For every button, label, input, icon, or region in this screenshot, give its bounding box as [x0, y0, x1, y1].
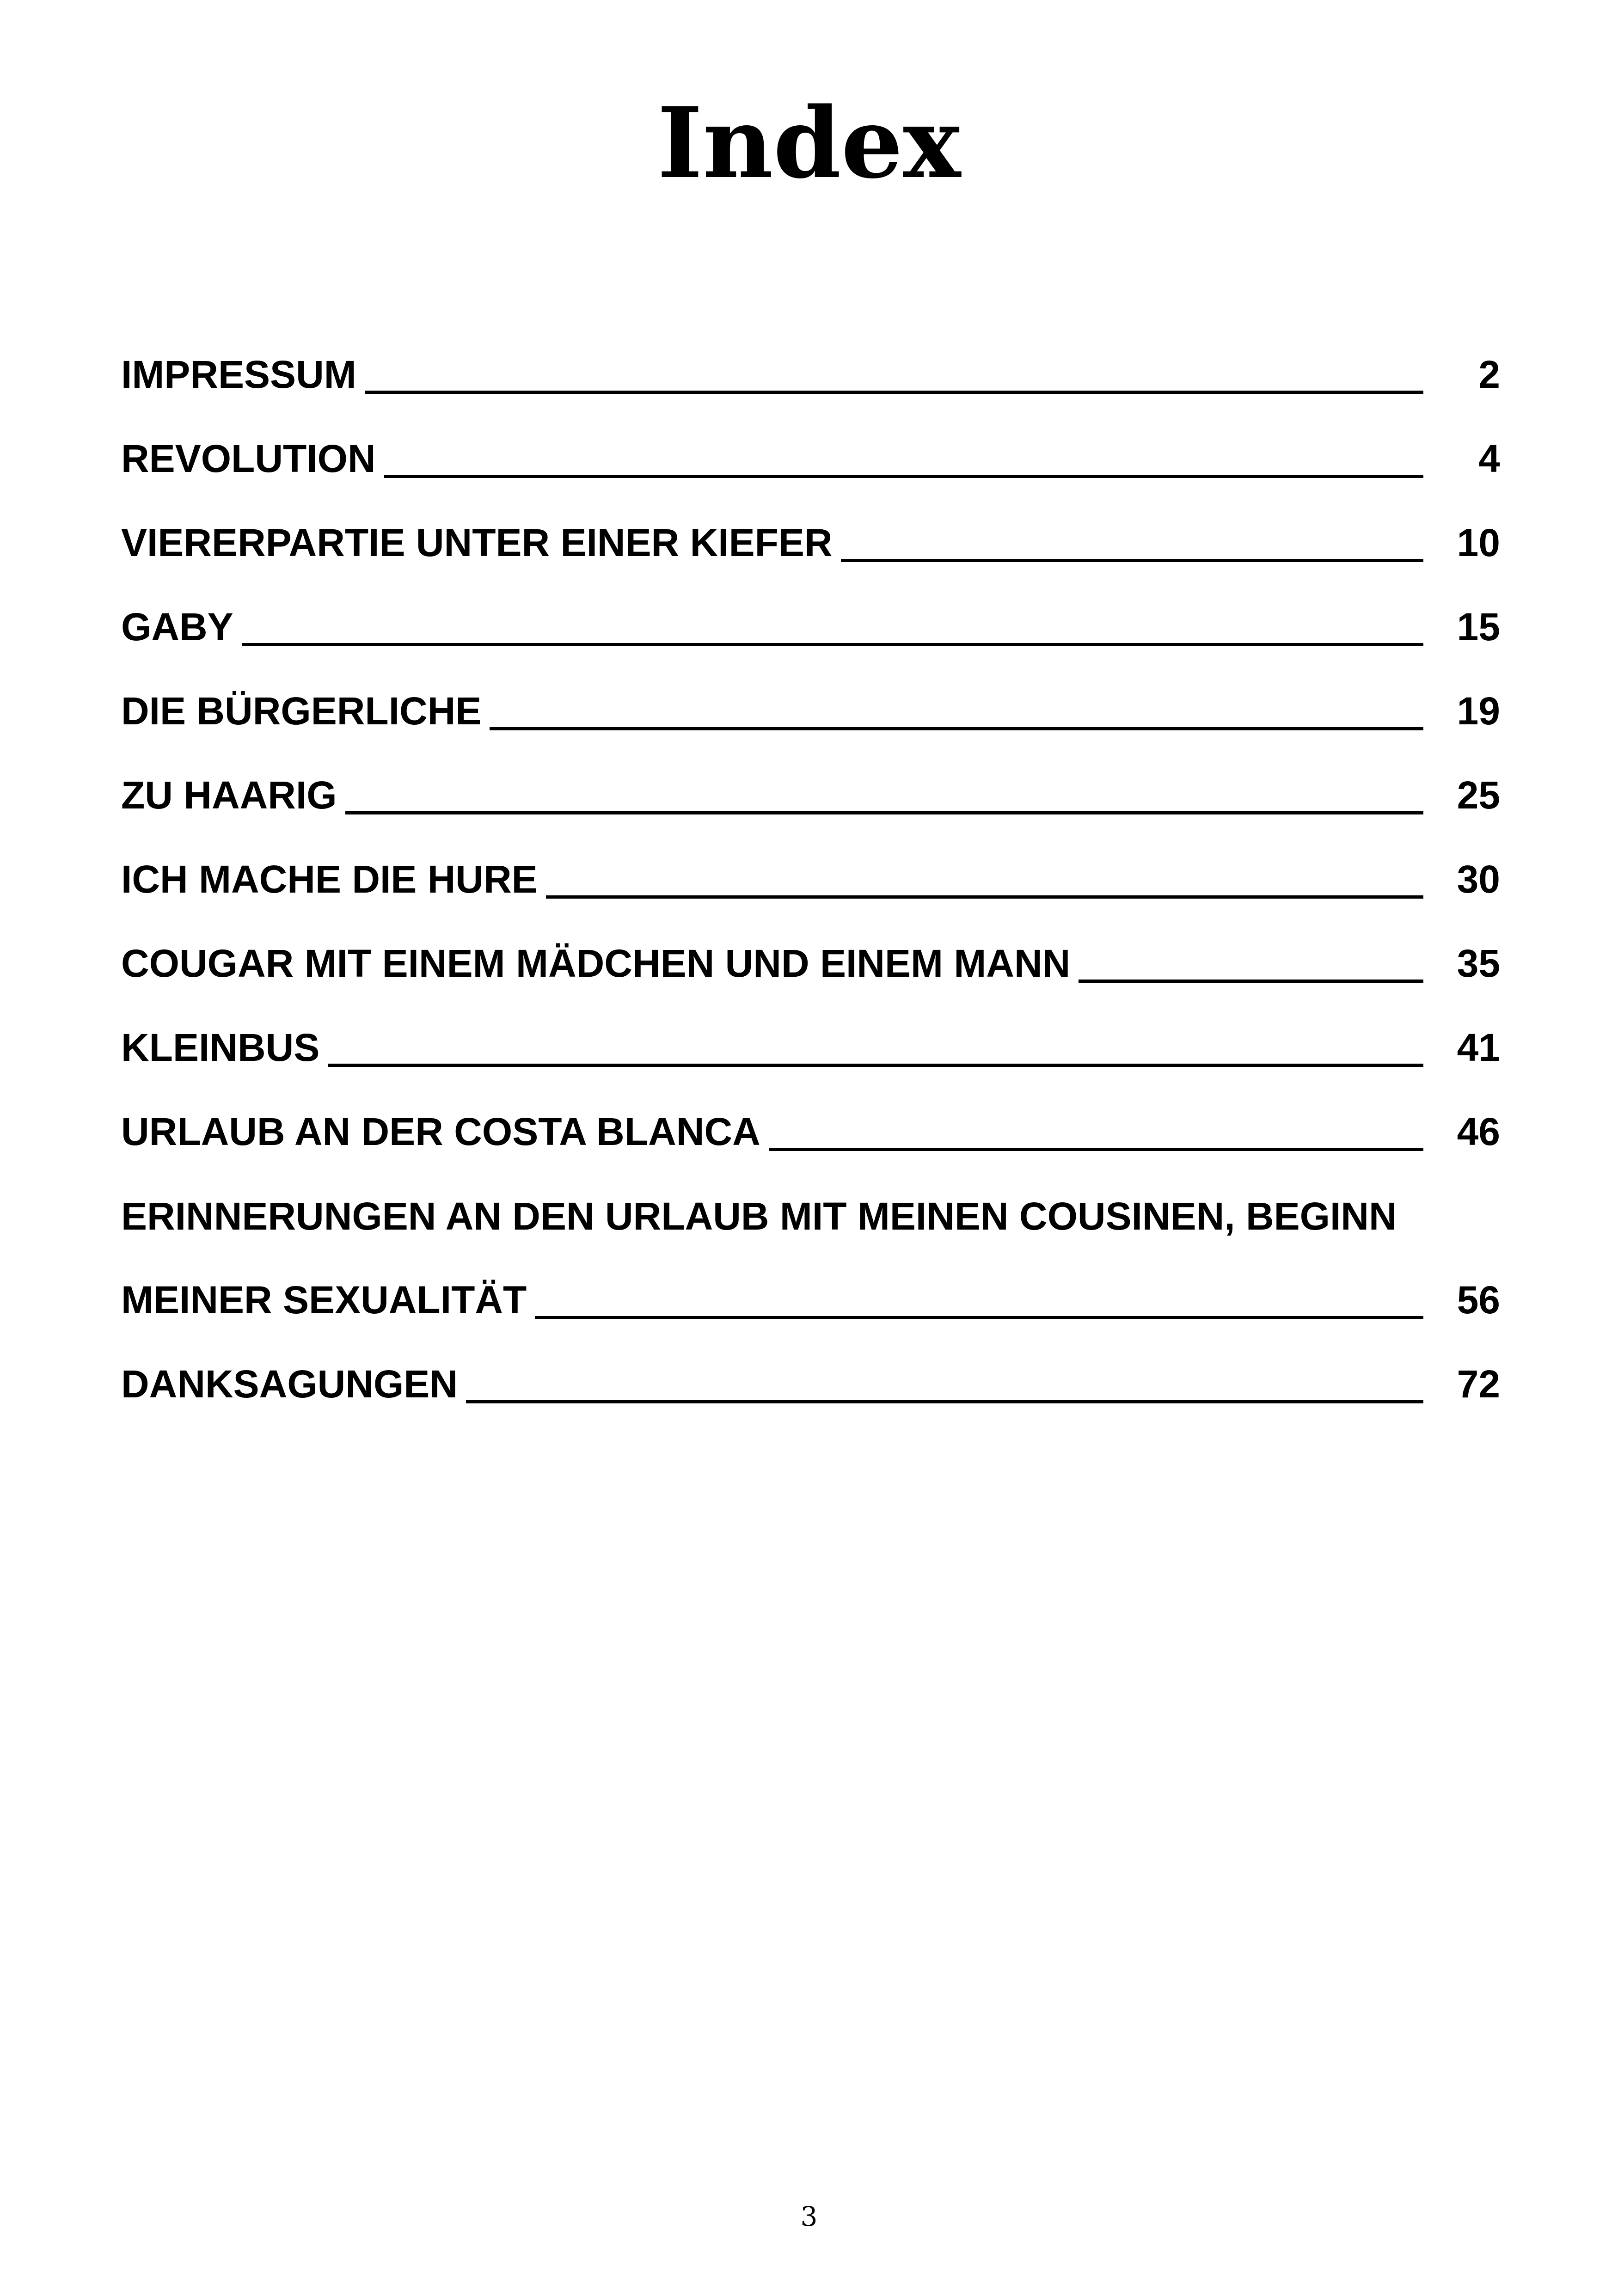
toc-leader-line	[365, 391, 1423, 394]
toc-entry[interactable]	[121, 492, 1500, 576]
toc-entry[interactable]	[121, 324, 1500, 408]
page-number: 3	[800, 2201, 818, 2232]
toc-entry-title-line-1: ERINNERUNGEN AN DEN URLAUB MIT MEINEN COUSINEN, BEGINN	[121, 1194, 1397, 1238]
toc-entry-title: DANKSAGUNGEN	[121, 1362, 458, 1406]
toc-entry-title: ICH MACHE DIE HURE	[121, 857, 538, 901]
toc-entry-page: 25	[1457, 773, 1500, 817]
toc-leader-line	[546, 895, 1423, 899]
toc-entry-title: URLAUB AN DER COSTA BLANCA	[121, 1110, 760, 1153]
toc-leader-line	[242, 643, 1423, 646]
toc-entry-title: IMPRESSUM	[121, 353, 356, 396]
toc-entry-title: VIERERPARTIE UNTER EINER KIEFER	[121, 521, 833, 564]
toc-entry-title: ZU HAARIG	[121, 773, 337, 817]
toc-leader-line	[841, 559, 1423, 562]
toc-entry-page: 4	[1478, 437, 1500, 480]
toc-entry-page: 2	[1478, 353, 1500, 396]
toc-entry[interactable]	[121, 744, 1500, 828]
toc-entry-page: 46	[1457, 1110, 1500, 1153]
toc-leader-line	[1079, 980, 1423, 983]
toc-leader-line	[490, 727, 1423, 730]
toc-entry-title: GABY	[121, 605, 233, 649]
toc-entry-title: COUGAR MIT EINEM MÄDCHEN UND EINEM MANN	[121, 942, 1071, 985]
toc-entry-title: REVOLUTION	[121, 437, 376, 480]
toc-entry-page: 15	[1457, 605, 1500, 649]
toc-entry[interactable]	[121, 1165, 1500, 1333]
toc-entry[interactable]	[121, 828, 1500, 912]
toc-entry-title-line-2: MEINER SEXUALITÄT	[121, 1278, 527, 1322]
table-of-contents	[121, 324, 1500, 1417]
toc-entry-line-2	[121, 1249, 1500, 1333]
toc-entry[interactable]	[121, 660, 1500, 744]
toc-entry-page: 56	[1457, 1278, 1500, 1322]
page-title: Index	[657, 86, 961, 200]
toc-entry-page: 10	[1457, 521, 1500, 564]
toc-entry[interactable]	[121, 1333, 1500, 1417]
toc-entry[interactable]	[121, 1081, 1500, 1165]
toc-entry-page: 19	[1457, 689, 1500, 733]
toc-entry-page: 35	[1457, 942, 1500, 985]
toc-entry[interactable]	[121, 912, 1500, 997]
toc-leader-line	[328, 1064, 1423, 1067]
toc-leader-line	[769, 1148, 1423, 1151]
toc-entry-page: 72	[1457, 1362, 1500, 1406]
toc-entry[interactable]	[121, 576, 1500, 660]
toc-leader-line	[384, 475, 1423, 478]
toc-entry-page: 41	[1457, 1026, 1500, 1069]
toc-entry-title: KLEINBUS	[121, 1026, 320, 1069]
toc-leader-line	[466, 1400, 1423, 1403]
toc-entry-title: DIE BÜRGERLICHE	[121, 689, 482, 733]
toc-leader-line	[535, 1316, 1423, 1319]
toc-leader-line	[345, 811, 1423, 814]
toc-entry[interactable]	[121, 997, 1500, 1081]
toc-entry[interactable]	[121, 408, 1500, 492]
toc-entry-page: 30	[1457, 857, 1500, 901]
